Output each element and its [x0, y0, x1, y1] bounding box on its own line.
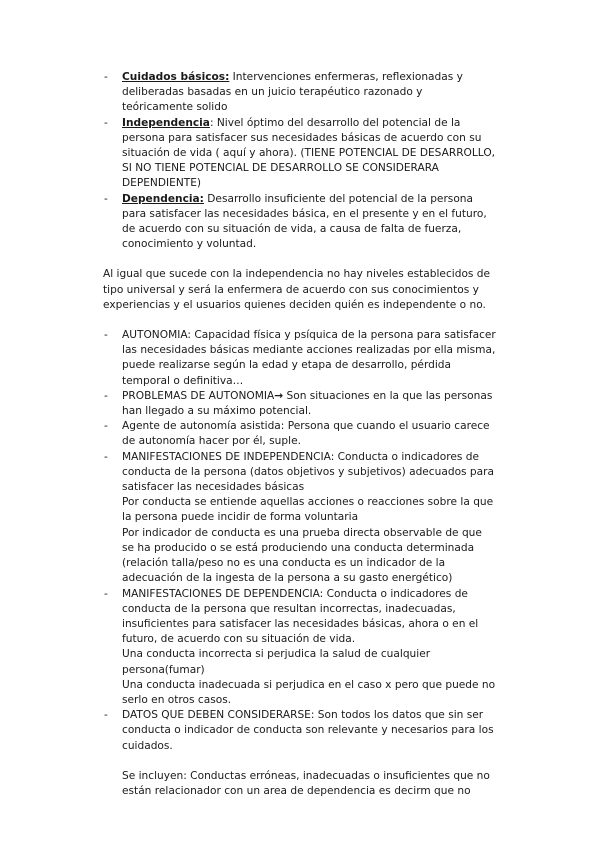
definition-cuidados-basicos: - Cuidados básicos: Intervenciones enfermeras, reflexionadas y deliberadas basadas en un juicio terapéutico razonado y teóricamente solido: [104, 71, 463, 114]
bullet-dash: -: [104, 587, 108, 600]
term-independencia: Independencia: [122, 116, 210, 129]
item-autonomia: - AUTONOMIA: Capacidad física y psíquica de la persona para satisfacer las necesidades básicas mediante acciones realizadas por ella misma, puede realizarse según la edad y etapa de desarrollo, pérdida temporal o definitiva…: [104, 329, 496, 387]
arrow-right-icon: →: [274, 389, 284, 402]
bullet-dash: -: [104, 450, 108, 463]
bullet-dash: -: [104, 192, 108, 205]
intro-paragraph: Al igual que sucede con la independencia no hay niveles establecidos de tipo universal y será la enfermera de acuerdo con sus conocimientos y experiencias y el usuarios quienes deciden quién es independente o no.: [103, 268, 491, 311]
item-agente-autonomia: - Agente de autonomía asistida: Persona que cuando el usuario carece de autonomía hacer por él, suple.: [104, 420, 490, 448]
definition-independencia: - Independencia: Nivel óptimo del desarrollo del potencial de la persona para satisfacer sus necesidades básicas de acuerdo con su situación de vida ( aquí y ahora). (TIENE POTENCIAL DE DESARROLLO, SI NO TIENE POTENCIAL DE DESARROLLO SE CONSIDERARA DEPENDIENTE): [104, 116, 496, 190]
spacer: [122, 754, 519, 769]
bullet-dash: -: [104, 71, 108, 83]
bullet-dash: -: [104, 709, 108, 722]
bullet-dash: -: [104, 329, 108, 342]
definition-dependencia: - Dependencia: Desarrollo insuficiente del potencial de la persona para satisfacer las necesidades básica, en el presente y en el futuro, de acuerdo con su situación de vida, a causa de falta de fuerza, conocimiento y voluntad.: [104, 192, 487, 251]
item-manifestaciones-independencia: - MANIFESTACIONES DE INDEPENDENCIA: Conducta o indicadores de conducta de la persona (datos objetivos y subjetivos) adecuados para satisfacer las necesidades básicas Por conducta se entiende aquellas acciones o reacciones sobre la que la persona puede incidir de forma voluntaria Por indicador de conducta es una prueba directa observable de que se ha producido o se está produciendo una conducta determinada (relación talla/peso no es una conducta es un indicador de la adecuación de la ingesta de la persona a su gasto energético): [104, 450, 494, 585]
document-body: [103, 70, 519, 799]
bullet-dash: -: [104, 389, 108, 402]
item-manifestaciones-dependencia: - MANIFESTACIONES DE DEPENDENCIA: Conducta o indicadores de conducta de la persona que resultan incorrectas, inadecuadas, insuficientes para satisfacer las necesidades básicas, ahora o en el futuro, de acuerdo con su situación de vida. Una conducta incorrecta si perjudica la salud de cualquier persona(fumar) Una conducta inadecuada si perjudica en el caso x pero que puede no serlo en otros casos.: [104, 587, 496, 706]
term-cuidados-basicos: Cuidados básicos:: [122, 71, 230, 83]
bullet-dash: -: [104, 420, 108, 433]
item-problemas-autonomia: - PROBLEMAS DE AUTONOMIA→ Son situaciones en la que las personas han llegado a su máximo potencial.: [104, 389, 493, 418]
item-datos-considerarse: - DATOS QUE DEBEN CONSIDERARSE: Son todos los datos que sin ser conducta o indicador de conducta son relevante y necesarios para los cuidados. Se incluyen: Conductas erróneas, inadecuadas o insuficientes que no están relacionador con un area de dependencia es decirm que no: [103, 708, 519, 799]
term-dependencia: Dependencia:: [122, 192, 204, 205]
bullet-dash: -: [104, 116, 108, 129]
